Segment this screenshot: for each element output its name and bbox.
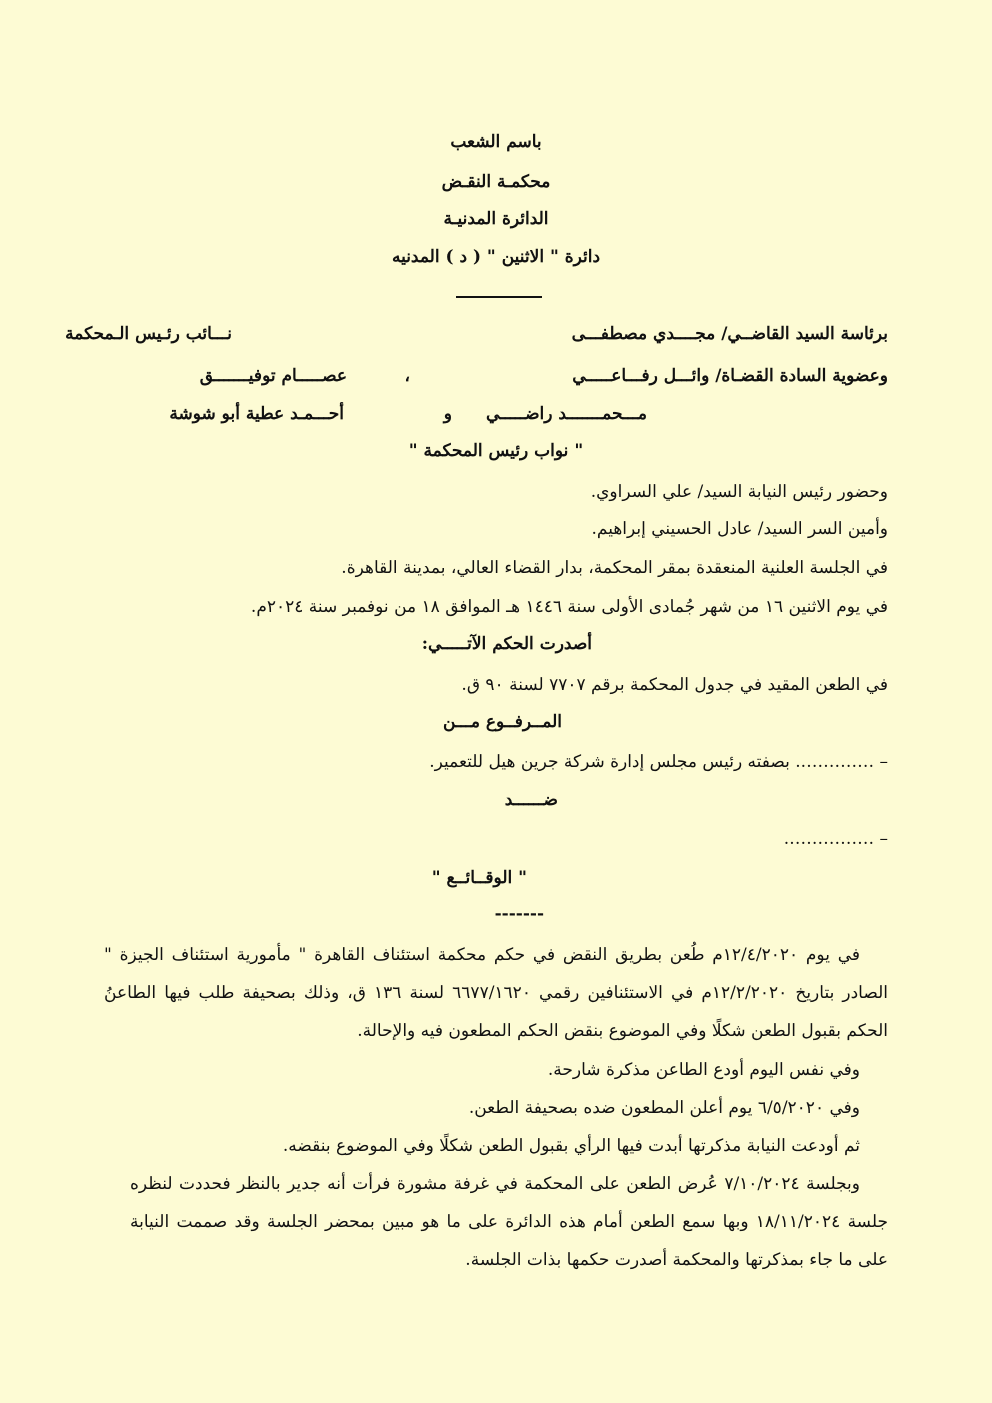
facts-paragraph: في يوم ١٢/٤/٢٠٢٠م طُعن بطريق النقض في حكم محكمة استئناف القاهرة " مأمورية استئناف الجيزة " الصادر بتاريخ ١٢/٢/٢٠٢٠م في الاستئنافين رقمي ٦٦٧٧/١٦٢٠ لسنة ١٣٦ ق، وذلك بصحيفة طلب فيها الطاعنُ الحكم بقبول الطعن شكلًا وفي الموضوع بنقض الحكم المطعون فيه والإحالة. [104, 945, 888, 1041]
header-in-the-name-of-people: باسم الشعب [450, 132, 542, 152]
appeal-number-line: في الطعن المقيد في جدول المحكمة برقم ٧٧٠٧ لسنة ٩٠ ق. [461, 675, 888, 695]
venue-line: في الجلسة العلنية المنعقدة بمقر المحكمة، بدار القضاء العالي، بمدينة القاهرة. [341, 558, 888, 578]
facts-paragraph: وفي نفس اليوم أودع الطاعن مذكرة شارحة. [547, 1060, 860, 1080]
facts-divider: ------- [494, 904, 544, 924]
facts-paragraph: ثم أودعت النيابة مذكرتها أبدت فيها الرأي بقبول الطعن شكلًا وفي الموضوع بنقضه. [282, 1136, 860, 1156]
header-court-name: محكمـة النقـض [441, 172, 551, 192]
filed-by-heading: المــرفــوع مـــن [443, 712, 562, 732]
members-comma: ، [404, 366, 410, 386]
respondent-line: – ……………. [783, 829, 888, 849]
against-heading: ضــــــد [504, 790, 558, 810]
facts-paragraph: وفي ٦/٥/٢٠٢٠ يوم أعلن المطعون ضده بصحيفة الطعن. [468, 1098, 860, 1118]
date-line: في يوم الاثنين ١٦ من شهر جُمادى الأولى سنة ١٤٤٦ هـ الموافق ١٨ من نوفمبر سنة ٢٠٢٤م. [250, 597, 888, 617]
issued-heading: أصدرت الحكم الآتـــــي: [421, 634, 592, 654]
presiding-judge: برئاسة السيد القاضــي/ مجــــدي مصطفـــى [571, 324, 888, 344]
header-circuit: الدائرة المدنيـة [443, 209, 549, 229]
member-name: أحـــمـد عطية أبو شوشة [169, 404, 344, 424]
appellant-line: – ………….. بصفته رئيس مجلس إدارة شركة جرين هيل للتعمير. [429, 752, 888, 772]
presiding-title: نـــائب رئـيس الـمحكمة [65, 324, 232, 344]
secretary-line: وأمين السر السيد/ عادل الحسيني إبراهيم. [591, 519, 888, 539]
header-circuit-day: دائرة " الاثنين " ( د ) المدنيه [391, 247, 601, 267]
members-and: و [443, 404, 452, 424]
facts-title: " الوقــائــع " [431, 868, 527, 888]
header-divider [456, 296, 542, 298]
member-name: مـــحمـــــــد راضـــــي [486, 404, 647, 424]
deputies-label: " نواب رئيس المحكمة " [408, 441, 584, 461]
members-line: وعضوية السادة القضـاة/ وائـــل رفـــاعـــــي [572, 366, 888, 386]
prosecutor-line: وحضور رئيس النيابة السيد/ علي السراوي. [590, 482, 888, 502]
member-name: عصـــــام توفيـــــــق [199, 366, 347, 386]
facts-paragraph: وبجلسة ٧/١٠/٢٠٢٤ عُرض الطعن على المحكمة في غرفة مشورة فرأت أنه جدير بالنظر فحددت لنظره جلسة ١٨/١١/٢٠٢٤ وبها سمع الطعن أمام هذه الدائرة على ما هو مبين بمحضر الجلسة وقد صممت النيابة على ما جاء بمذكرتها والمحكمة أصدرت حكمها بذات الجلسة. [130, 1174, 888, 1270]
